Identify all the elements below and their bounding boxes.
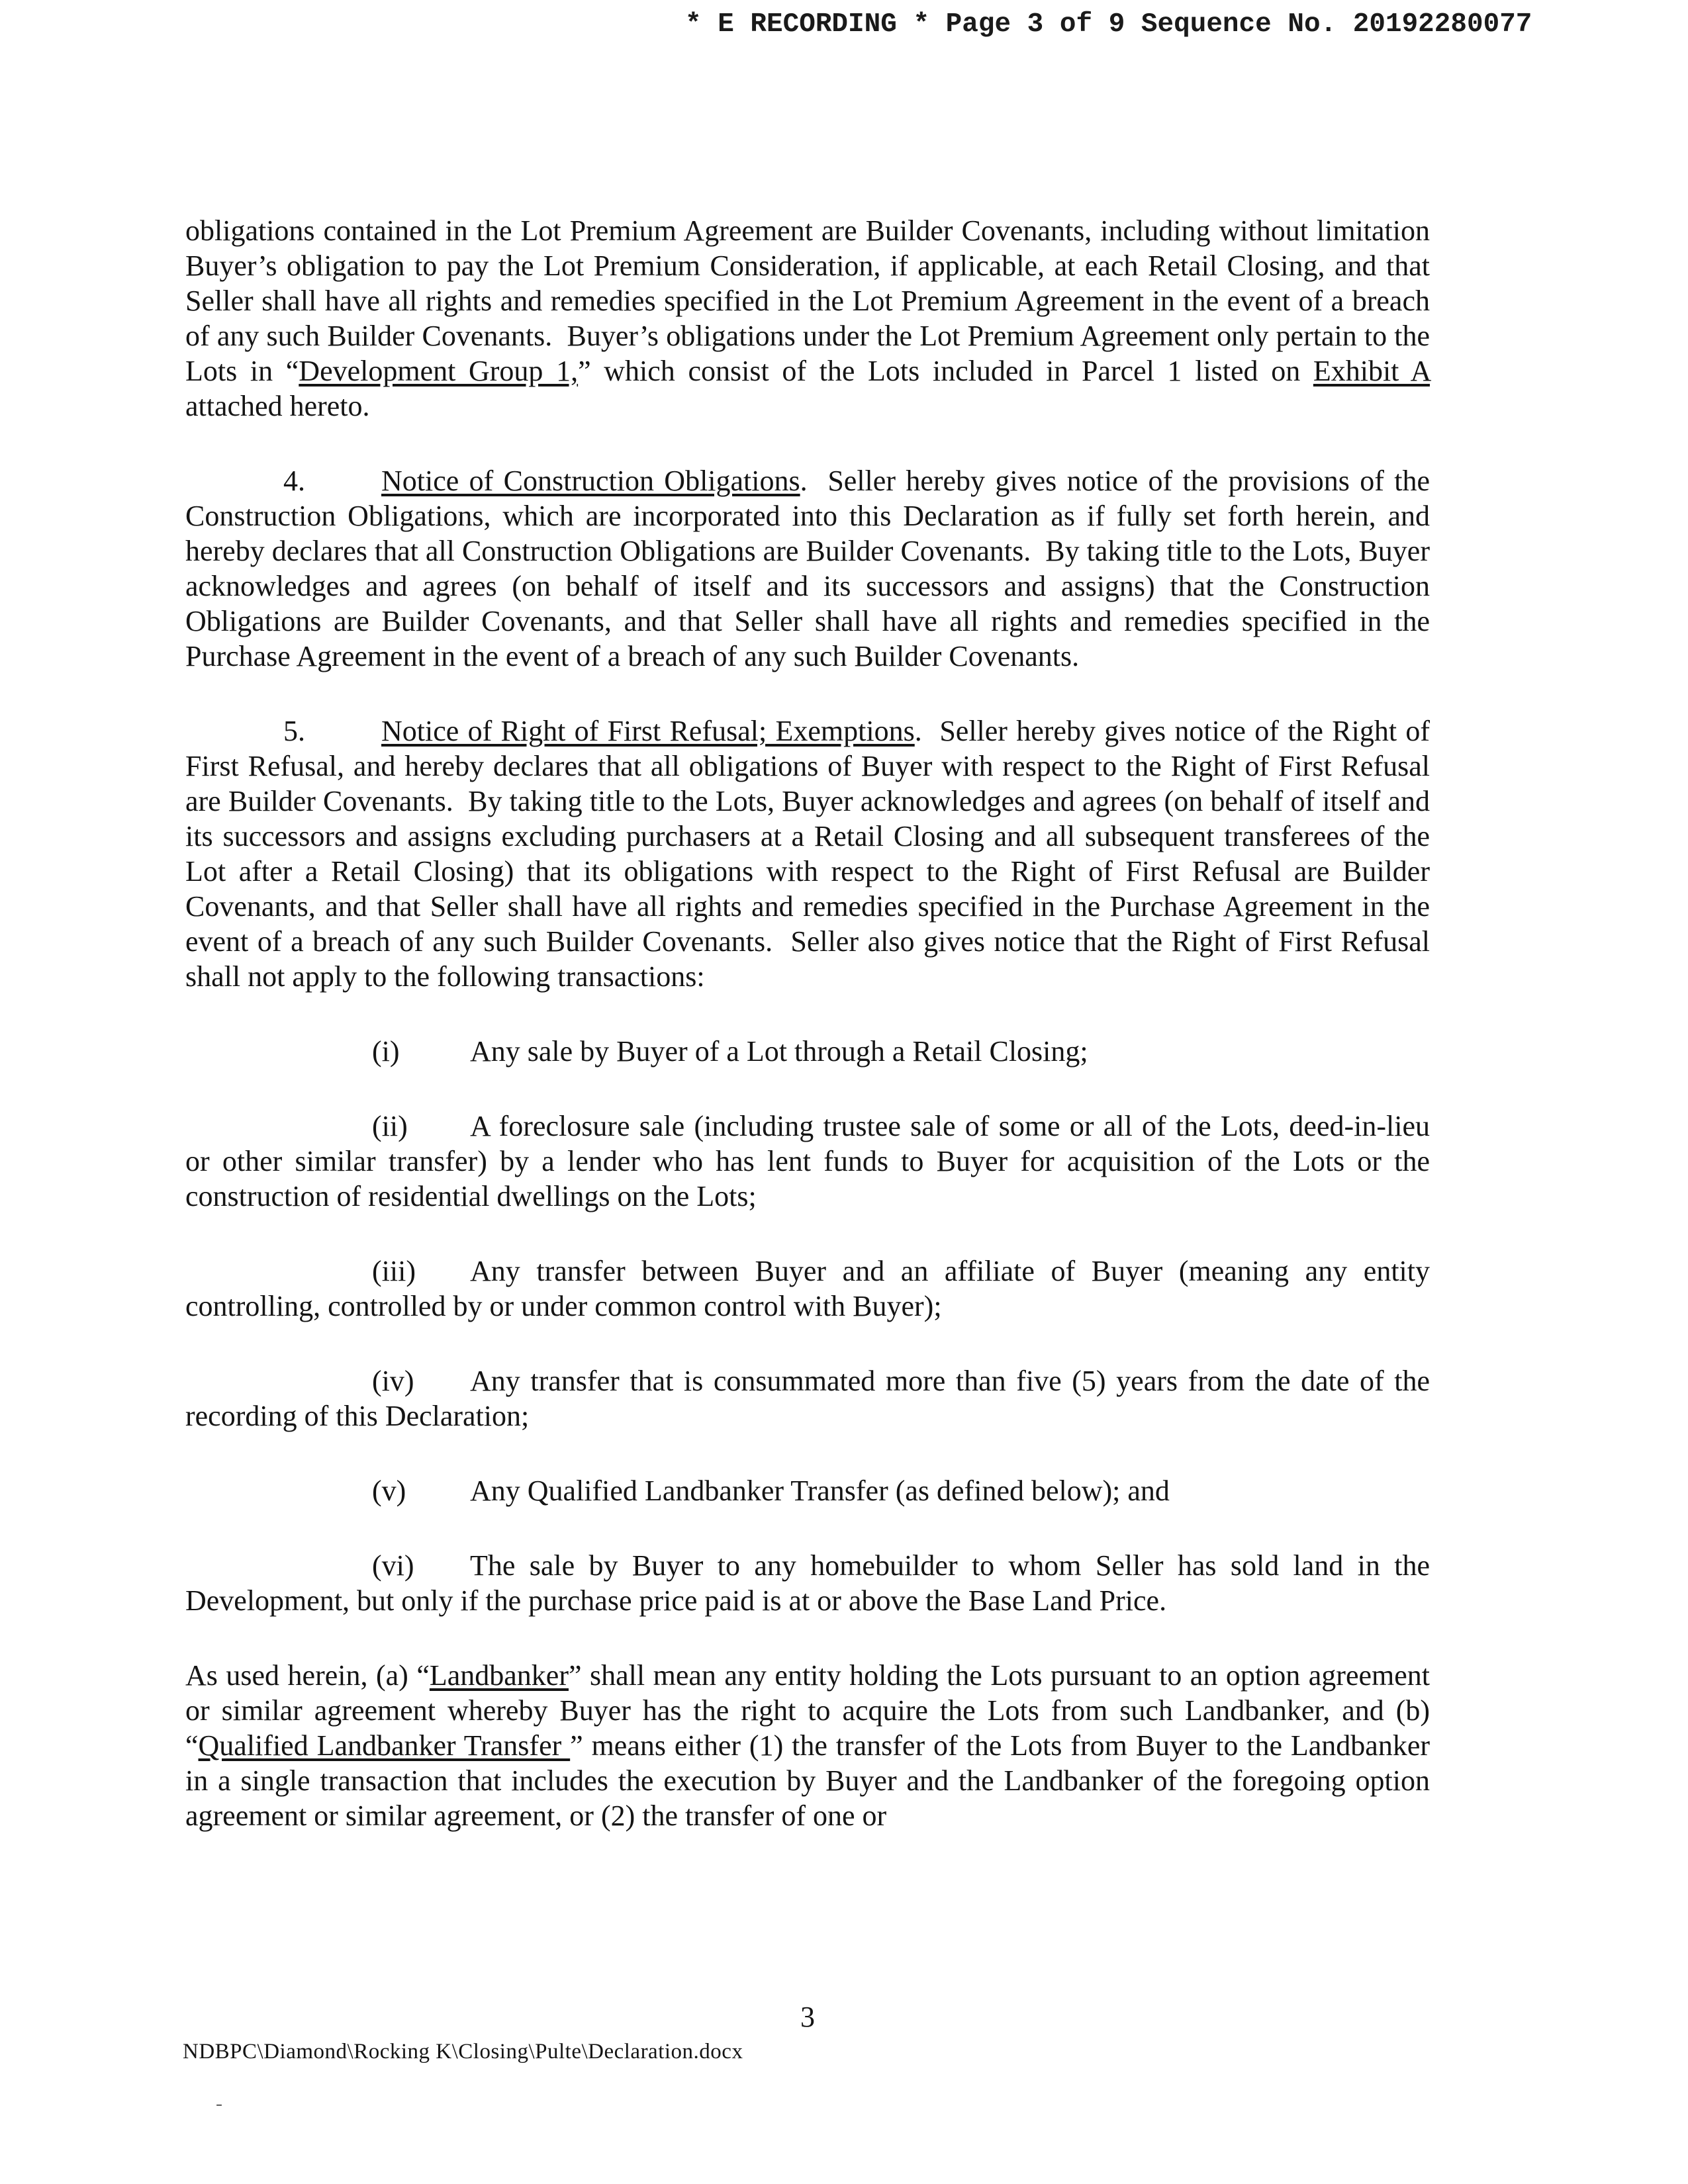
text-run: obligations contained in the Lot Premium Agreement are Builder Covenants, including without limitation Buyer’s obligation to pay the Lot Premium Consideration, if applicable, at each Retail Closing, and that Seller shall have all rights and remedies specified in the Lot Premium Agreement in the event of a breach of any such Builder Covenants. Buyer’s obligations under the Lot Premium Agreement only pertain to the Lots in “: [185, 214, 1437, 387]
text-run: ” shall mean any entity holding the Lots pursuant to an option agreement or similar agreement whereby Buyer has the right to acquire the Lots from such Landbanker, and (b) “: [185, 1659, 1437, 1762]
paragraph-section-5: [185, 713, 1437, 994]
paragraph-item-vi: [185, 1548, 1437, 1618]
paragraph-item-i: [185, 1034, 1430, 1069]
paragraph-number: (ii): [372, 1110, 408, 1142]
text-run: attached hereto.: [185, 355, 1437, 422]
paragraph-number: 5.: [283, 715, 305, 747]
text-run: As used herein, (a) “: [185, 1659, 430, 1692]
file-path: NDBPC\Diamond\Rocking K\Closing\Pulte\Declaration.docx: [183, 2040, 743, 2064]
paragraph-lot-premium-continuation: [185, 213, 1437, 424]
paragraph-number: (vi): [372, 1549, 414, 1582]
paragraph-item-ii: [185, 1109, 1437, 1214]
paragraph-item-v: [185, 1473, 1430, 1508]
text-run: The sale by Buyer to any homebuilder to whom Seller has sold land in the Development, but only if the purchase price paid is at or above the Base Land Price.: [185, 1549, 1437, 1617]
scan-artifact: -: [216, 2093, 222, 2115]
text-run: ” which consist of the Lots included in Parcel 1 listed on: [578, 355, 1313, 387]
underlined-term: Qualified Landbanker Transfer: [198, 1729, 571, 1762]
text-run: . Seller hereby gives notice of the provisions of the Construction Obligations, which are incorporated into this Declaration as if fully set forth herein, and hereby declares that all Construction Obligations are Builder Covenants. By taking title to the Lots, Buyer acknowledges and agrees (on behalf of itself and its successors and assigns) that the Construction Obligations are Builder Covenants, and that Seller shall have all rights and remedies specified in the Purchase Agreement in the event of a breach of any such Builder Covenants.: [185, 465, 1438, 672]
underlined-term: Landbanker: [429, 1659, 569, 1692]
paragraph-landbanker-definitions: [185, 1658, 1437, 1833]
text-run: Any sale by Buyer of a Lot through a Retail Closing;: [470, 1035, 1088, 1068]
paragraph-number: (i): [372, 1035, 400, 1068]
text-run: ” means either (1) the transfer of the Lots from Buyer to the Landbanker in a single transaction that includes the execution by Buyer and the Landbanker of the foregoing option agreement or similar agreement, or (2) the transfer of one or: [185, 1729, 1437, 1832]
paragraph-item-iii: [185, 1253, 1437, 1324]
underlined-term: Notice of Construction Obligations: [381, 465, 800, 497]
text-run: Any transfer that is consummated more than five (5) years from the date of the recording of this Declaration;: [185, 1365, 1437, 1432]
text-run: A foreclosure sale (including trustee sale of some or all of the Lots, deed-in-lieu or other similar transfer) by a lender who has lent funds to Buyer for acquisition of the Lots or the construction of residential dwellings on the Lots;: [185, 1110, 1437, 1212]
underlined-term: Exhibit A: [1313, 355, 1430, 387]
page-number: 3: [800, 2001, 815, 2033]
text-run: Any transfer between Buyer and an affiliate of Buyer (meaning any entity controlling, controlled by or under common control with Buyer);: [185, 1255, 1437, 1322]
document-body: [185, 213, 1438, 1833]
paragraph-item-iv: [185, 1363, 1437, 1433]
paragraph-number: 4.: [283, 465, 305, 497]
underlined-term: Notice of Right of First Refusal; Exemptions: [381, 715, 915, 747]
paragraph-number: (iii): [372, 1255, 416, 1287]
underlined-term: Development Group 1,: [299, 355, 579, 387]
paragraph-section-4: [185, 463, 1438, 674]
paragraph-number: (iv): [372, 1365, 414, 1397]
paragraph-number: (v): [372, 1475, 406, 1507]
text-run: . Seller hereby gives notice of the Right of First Refusal, and hereby declares that all obligations of Buyer with respect to the Right of First Refusal are Builder Covenants. By taking title to the Lots, Buyer acknowledges and agrees (on behalf of itself and its successors and assigns excluding purchasers at a Retail Closing and all subsequent transferees of the Lot after a Retail Closing) that its obligations with respect to the Right of First Refusal are Builder Covenants, and that Seller shall have all rights and remedies specified in the Purchase Agreement in the event of a breach of any such Builder Covenants. Seller also gives notice that the Right of First Refusal shall not apply to the following transactions:: [185, 715, 1437, 993]
text-run: Any Qualified Landbanker Transfer (as defined below); and: [470, 1475, 1170, 1507]
recording-header: * E RECORDING * Page 3 of 9 Sequence No. 20192280077: [685, 9, 1532, 40]
